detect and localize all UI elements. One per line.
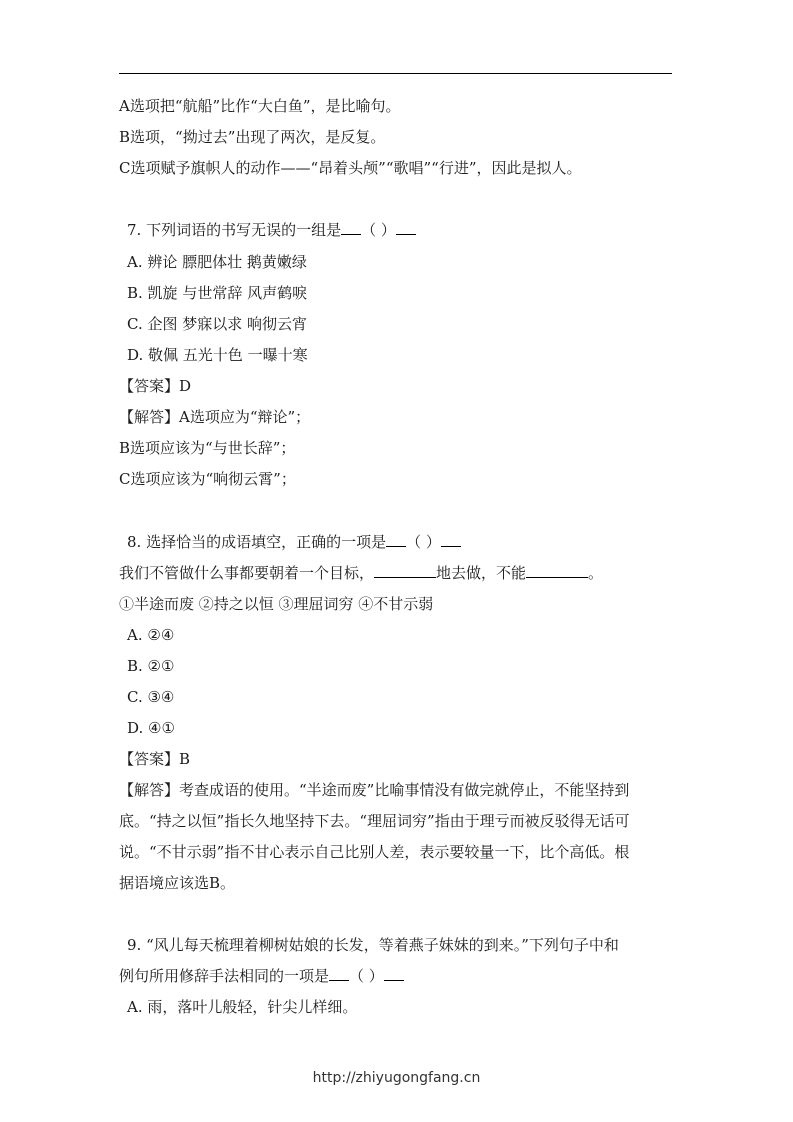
paren: （ ） [349,967,384,985]
paren: （ ） [406,533,441,551]
fill-blank [374,563,436,578]
intro-line: C选项赋予旗帜人的动作——“昂着头颅”“歌唱”“行进”，因此是拟人。 [119,159,582,177]
answer-blank [384,966,404,981]
fill-sentence [119,563,603,583]
sentence-part: 我们不管做什么事都要朝着一个目标， [119,564,375,582]
stem-text: 例句所用修辞手法相同的一项是 [119,967,330,985]
analysis-line: 据语境应该选B。 [119,874,236,892]
sentence-part: 地去做，不能 [436,564,527,582]
answer-blank [341,220,361,235]
stem-text: 7. 下列词语的书写无误的一组是 [127,221,342,239]
option-b: B. ②① [127,657,175,675]
option-a: A. ②④ [127,626,175,644]
question-stem [127,220,416,240]
idiom-choices: ①半途而废 ②持之以恒 ③理屈词穷 ④不甘示弱 [119,595,434,613]
answer-blank [329,966,349,981]
answer-blank [441,532,461,547]
fill-blank [526,563,588,578]
option-c: C. ③④ [127,688,175,706]
analysis-line: 【解答】A选项应为“辩论”； [119,408,311,426]
option-d: D. ④① [127,719,175,737]
answer-line: 【答案】D [119,377,192,395]
question-stem: 9. “风儿每天梳理着柳树姑娘的长发，等着燕子妹妹的到来。”下列句子中和 [127,936,619,954]
analysis-line: 底。“持之以恒”指长久地坚持下去。“理屈词穷”指由于理亏而被反驳得无话可 [119,812,630,830]
analysis-line: B选项应该为“与世长辞”； [119,439,296,457]
analysis-line: 说。“不甘示弱”指不甘心表示自己比别人差，表示要较量一下，比个高低。根 [119,843,630,861]
sentence-part: 。 [588,564,604,582]
analysis-line: C选项应该为“响彻云霄”； [119,470,296,488]
stem-text: 8. 选择恰当的成语填空，正确的一项是 [127,533,387,551]
option-a: A. 辨论 膘肥体壮 鹅黄嫩绿 [127,253,307,271]
answer-blank [396,220,416,235]
paren: （ ） [361,221,396,239]
footer-url[interactable]: http://zhiyugongfang.cn [312,1070,481,1086]
option-b: B. 凯旋 与世常辞 风声鹤唳 [127,284,308,302]
option-d: D. 敬佩 五光十色 一曝十寒 [127,346,308,364]
intro-line: A选项把“航船”比作“大白鱼”，是比喻句。 [119,97,401,115]
intro-line: B选项，“拗过去”出现了两次，是反复。 [119,128,386,146]
answer-line: 【答案】B [119,750,191,768]
question-stem-cont [119,966,404,986]
analysis-line: 【解答】考查成语的使用。“半途而废”比喻事情没有做完就停止，不能坚持到 [119,781,630,799]
answer-blank [386,532,406,547]
question-stem [127,532,461,552]
option-c: C. 企图 梦寐以求 响彻云宵 [127,315,308,333]
header-rule [119,73,672,74]
option-a: A. 雨，落叶儿般轻，针尖儿样细。 [127,998,358,1016]
